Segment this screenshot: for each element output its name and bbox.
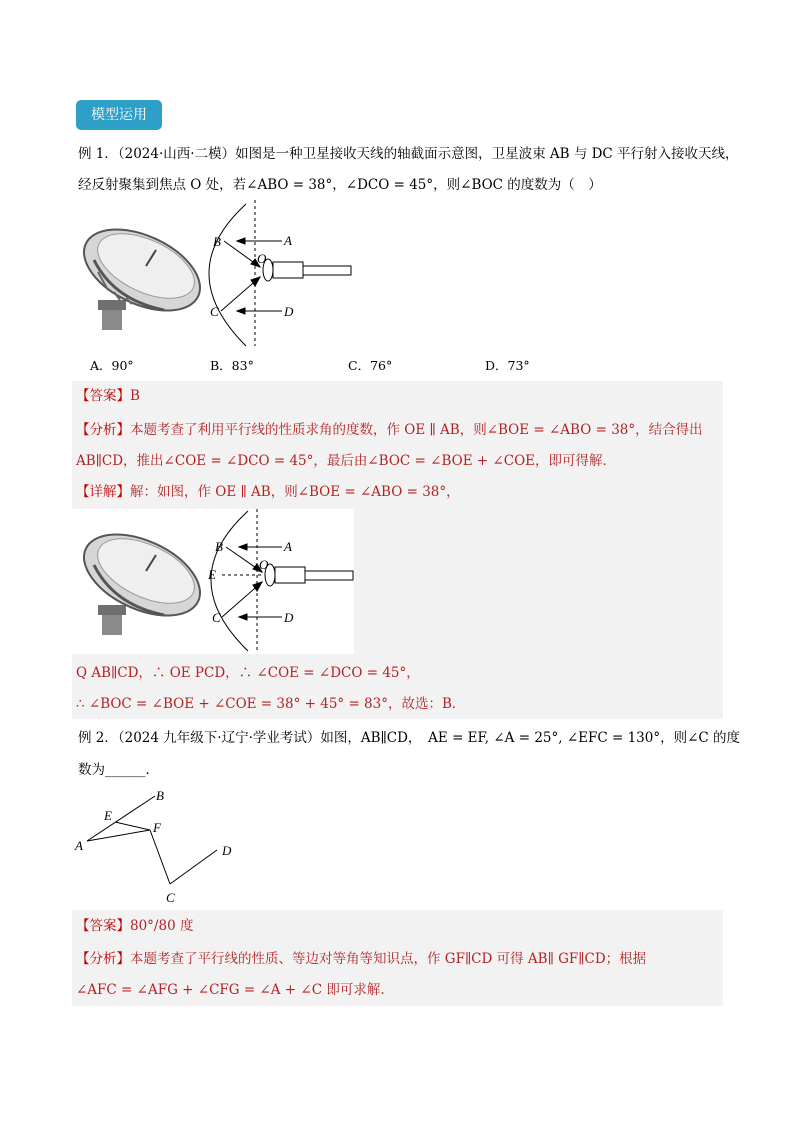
ex1-detail-line1 <box>76 482 460 502</box>
choice-d[interactable]: D．73° <box>485 358 530 373</box>
reflector-curve <box>209 204 246 346</box>
ex1-analysis-line1 <box>76 420 703 440</box>
ex1-detail-line3: ∴ ∠BOC = ∠BOE + ∠COE = 38° + 45° = 83°，故选：B． <box>76 696 466 712</box>
segment-fc <box>150 830 170 884</box>
answer-value: B <box>130 388 140 404</box>
detail-label: 【详解】 <box>76 484 130 500</box>
ex1-detail-line2: Q AB∥CD，∴ OE PCD，∴ ∠COE = ∠DCO = 45°， <box>76 665 420 681</box>
section-tag: 模型运用 <box>76 100 162 130</box>
satellite-dish-photo <box>74 213 213 330</box>
answer-label: 【答案】 <box>76 918 130 934</box>
label-f: F <box>153 820 161 835</box>
ex2-figure <box>70 784 250 913</box>
label-o: O <box>257 251 267 266</box>
label-a: A <box>284 539 292 554</box>
ex2-answer <box>76 916 193 936</box>
label-d: D <box>222 843 232 858</box>
segment-af <box>87 830 150 841</box>
ex1-detail-figure <box>72 509 354 654</box>
ex1-answer <box>76 386 140 406</box>
ex2-analysis-line1 <box>76 949 646 969</box>
analysis-label: 【分析】 <box>76 951 130 967</box>
detail-text: 解：如图，作 OE ∥ AB，则∠BOE = ∠ABO = 38°， <box>130 484 460 500</box>
label-o: O <box>259 557 269 572</box>
ex2-question-line2: 数为______． <box>78 762 159 778</box>
analysis-text: 本题考查了利用平行线的性质求角的度数，作 OE ∥ AB，则∠BOE = ∠ABO = 38°，结合得出 <box>130 422 703 438</box>
answer-value: 80°/80 度 <box>130 918 194 934</box>
label-c: C <box>212 610 221 625</box>
choice-c[interactable]: C．76° <box>348 358 393 373</box>
ex2-question-line1: 例 2．（2024 九年级下·辽宁·学业考试）如图，AB∥CD， AE = EF, ∠A = 25°, ∠EFC = 130°，则∠C 的度 <box>78 730 741 746</box>
label-e: E <box>104 808 112 823</box>
choice-b[interactable]: B．83° <box>210 358 254 373</box>
analysis-label: 【分析】 <box>76 422 130 438</box>
segment-ab <box>87 796 155 841</box>
label-e: E <box>208 567 216 582</box>
label-d: D <box>284 304 294 319</box>
segment-ef <box>115 822 150 830</box>
ex2-analysis-line2: ∠AFC = ∠AFG + ∠CFG = ∠A + ∠C 即可求解. <box>76 982 385 998</box>
label-d: D <box>284 610 294 625</box>
ex1-question-line2: 经反射聚集到焦点 O 处，若∠ABO = 38°，∠DCO = 45°，则∠BOC 的度数为（ ） <box>78 177 602 193</box>
segment-cd <box>170 850 217 884</box>
label-c: C <box>210 304 219 319</box>
label-a: A <box>284 233 292 248</box>
label-b: B <box>215 539 223 554</box>
analysis-text: 本题考查了平行线的性质、等边对等角等知识点，作 GF∥CD 可得 AB∥ GF∥CD；根据 <box>130 951 647 967</box>
ex1-question-line1: 例 1．（2024·山西·二模）如图是一种卫星接收天线的轴截面示意图，卫星波束 AB 与 DC 平行射入接收天线， <box>78 146 739 162</box>
label-c: C <box>166 890 175 905</box>
ex1-analysis-line2: AB∥CD，推出∠COE = ∠DCO = 45°，最后由∠BOC = ∠BOE + ∠COE，即可得解． <box>76 453 617 469</box>
label-a: A <box>75 838 83 853</box>
ex1-figure <box>74 200 364 354</box>
label-b: B <box>213 234 221 249</box>
label-b: B <box>156 788 164 803</box>
choice-a[interactable]: A．90° <box>90 358 134 373</box>
answer-label: 【答案】 <box>76 388 130 404</box>
satellite-dish-photo <box>72 518 213 635</box>
